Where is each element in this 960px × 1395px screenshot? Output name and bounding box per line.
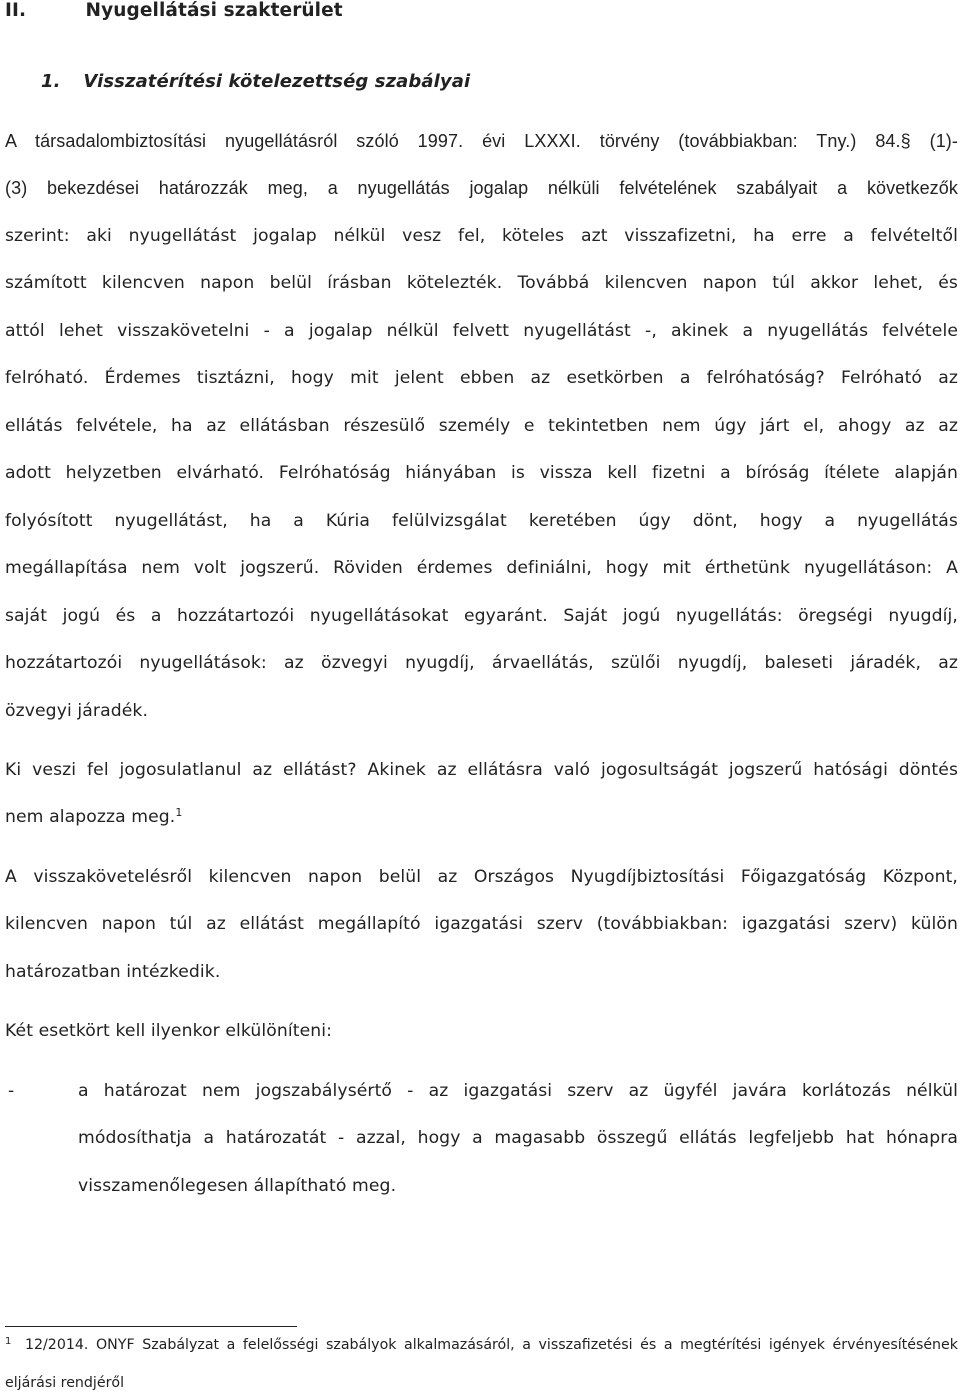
list-bullet-marker: - [8, 1081, 15, 1101]
paragraph-line: határozatban intézkedik. [5, 962, 221, 982]
paragraph-line: Ki veszi fel jogosulatlanul az ellátást? Akinek az ellátásra való jogosultságát jogszerű hatósági döntés [5, 760, 958, 780]
list-item-line: a határozat nem jogszabálysértő - az igazgatási szerv az ügyfél javára korlátozás nélkül [78, 1081, 958, 1101]
subsection-number: 1. [41, 71, 61, 92]
paragraph-line: A visszakövetelésről kilencven napon belül az Országos Nyugdíjbiztosítási Főigazgatóság Központ, [5, 867, 958, 887]
paragraph-line: ellátás felvétele, ha az ellátásban részesülő személy e tekintetben nem úgy járt el, ahogy az az [5, 416, 958, 436]
paragraph-line: megállapítása nem volt jogszerű. Röviden érdemes definiálni, hogy mit érthetünk nyugellátáson: A [5, 558, 958, 578]
paragraph-line: attól lehet visszakövetelni - a jogalap nélkül felvett nyugellátást -, akinek a nyugellátás felvétele [5, 321, 958, 341]
paragraph-line: szerint: aki nyugellátást jogalap nélkül vesz fel, köteles azt visszafizetni, ha erre a felvételtől [5, 226, 958, 246]
footnote-separator [5, 1326, 297, 1327]
paragraph-line: A társadalombiztosítási nyugellátásról szóló 1997. évi LXXXI. törvény (továbbiakban: Tny.) 84.§ (1)- [5, 131, 958, 151]
paragraph-line: adott helyzetben elvárható. Felróhatóság hiányában is vissza kell fizetni a bíróság ítélete alapján [5, 463, 958, 483]
list-item-line: módosíthatja a határozatát - azzal, hogy a magasabb összegű ellátás legfeljebb hat hónapra [78, 1128, 958, 1148]
paragraph-line: kilencven napon túl az ellátást megállapító igazgatási szerv (továbbiakban: igazgatási szerv) külön [5, 914, 958, 934]
paragraph-line [5, 806, 958, 828]
paragraph-line: saját jogú és a hozzátartozói nyugellátásokat egyaránt. Saját jogú nyugellátás: öregségi nyugdíj, [5, 606, 958, 626]
paragraph-line: hozzátartozói nyugellátások: az özvegyi nyugdíj, árvaellátás, szülői nyugdíj, baleseti járadék, az [5, 653, 958, 673]
subsection-title: Visszatérítési kötelezettség szabályai [83, 71, 471, 92]
paragraph-line: özvegyi járadék. [5, 701, 149, 721]
paragraph-line: (3) bekezdései határozzák meg, a nyugellátás jogalap nélküli felvételének szabályait a következők [5, 178, 958, 198]
list-item-line: visszamenőlegesen állapítható meg. [78, 1176, 397, 1196]
subsection-heading [5, 71, 958, 93]
section-number: II. [5, 0, 27, 21]
paragraph-line: számított kilencven napon belül írásban kötelezték. Továbbá kilencven napon túl akkor lehet, és [5, 273, 958, 293]
section-title: Nyugellátási szakterület [85, 0, 343, 21]
footnote-line [5, 1336, 958, 1354]
paragraph-text: nem alapozza meg. [5, 807, 176, 827]
footnote-text: 12/2014. ONYF Szabályzat a felelősségi szabályok alkalmazásáról, a visszafizetési és a megtérítési igények érvényesítésének [24, 1337, 958, 1353]
footnote-number: 1 [5, 1336, 12, 1347]
paragraph-line: felróható. Érdemes tisztázni, hogy mit jelent ebben az esetkörben a felróhatóság? Felróható az [5, 368, 958, 388]
footnote-reference[interactable]: 1 [175, 806, 183, 819]
footnote-line: eljárási rendjéről [5, 1375, 125, 1391]
section-heading [5, 0, 958, 22]
paragraph-line: folyósított nyugellátást, ha a Kúria felülvizsgálat keretében úgy dönt, hogy a nyugellátás [5, 511, 958, 531]
paragraph-line: Két esetkört kell ilyenkor elkülöníteni: [5, 1021, 333, 1041]
